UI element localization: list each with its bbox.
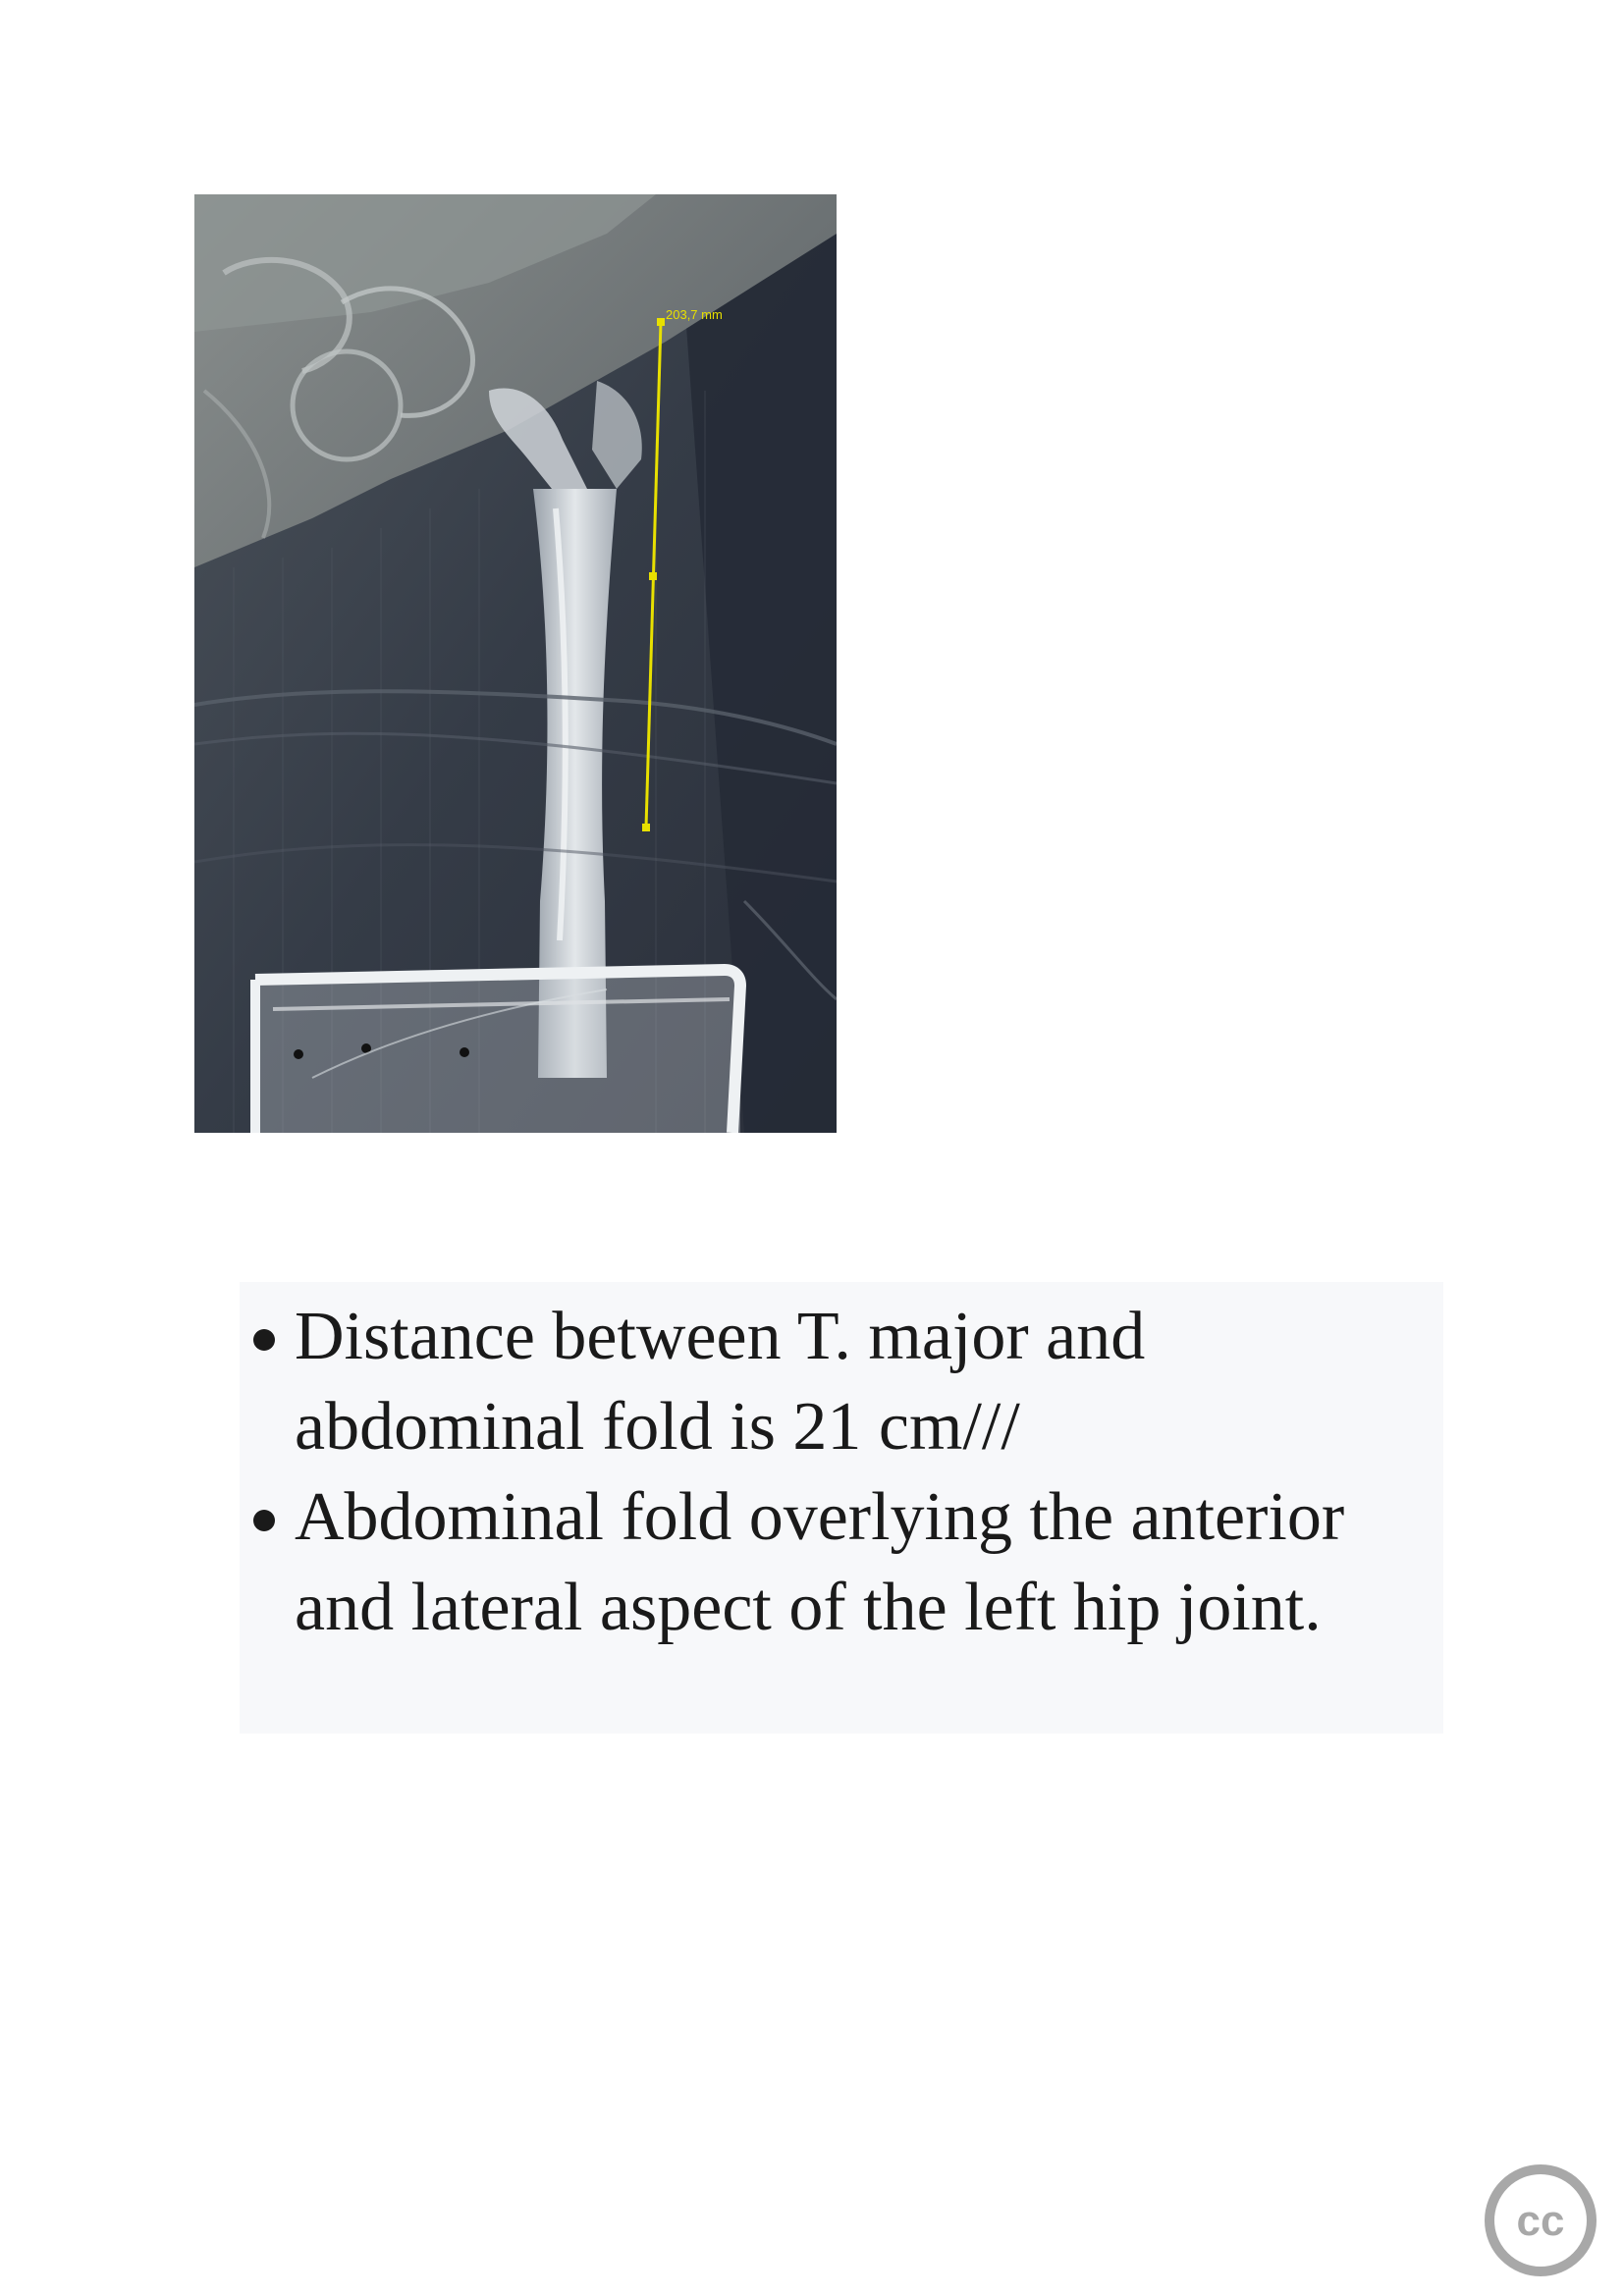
xray-graphic [194,194,837,1133]
note-text: Abdominal fold overlying the anterior and lateral aspect of the left hip joint. [295,1479,1345,1645]
notes-panel [240,1282,1443,1734]
bullet-icon [253,1510,275,1531]
note-text: Distance between T. major and abdominal fold is 21 cm/// [295,1299,1146,1465]
cc-license-icon [1483,2163,1598,2278]
notes-list [249,1292,1414,1653]
list-item [249,1292,1414,1472]
list-item [249,1472,1414,1653]
bullet-icon [253,1329,275,1351]
xray-image [194,194,837,1133]
cc-badge-text: cc [1516,2197,1565,2245]
measurement-label: 203,7 mm [666,307,723,322]
